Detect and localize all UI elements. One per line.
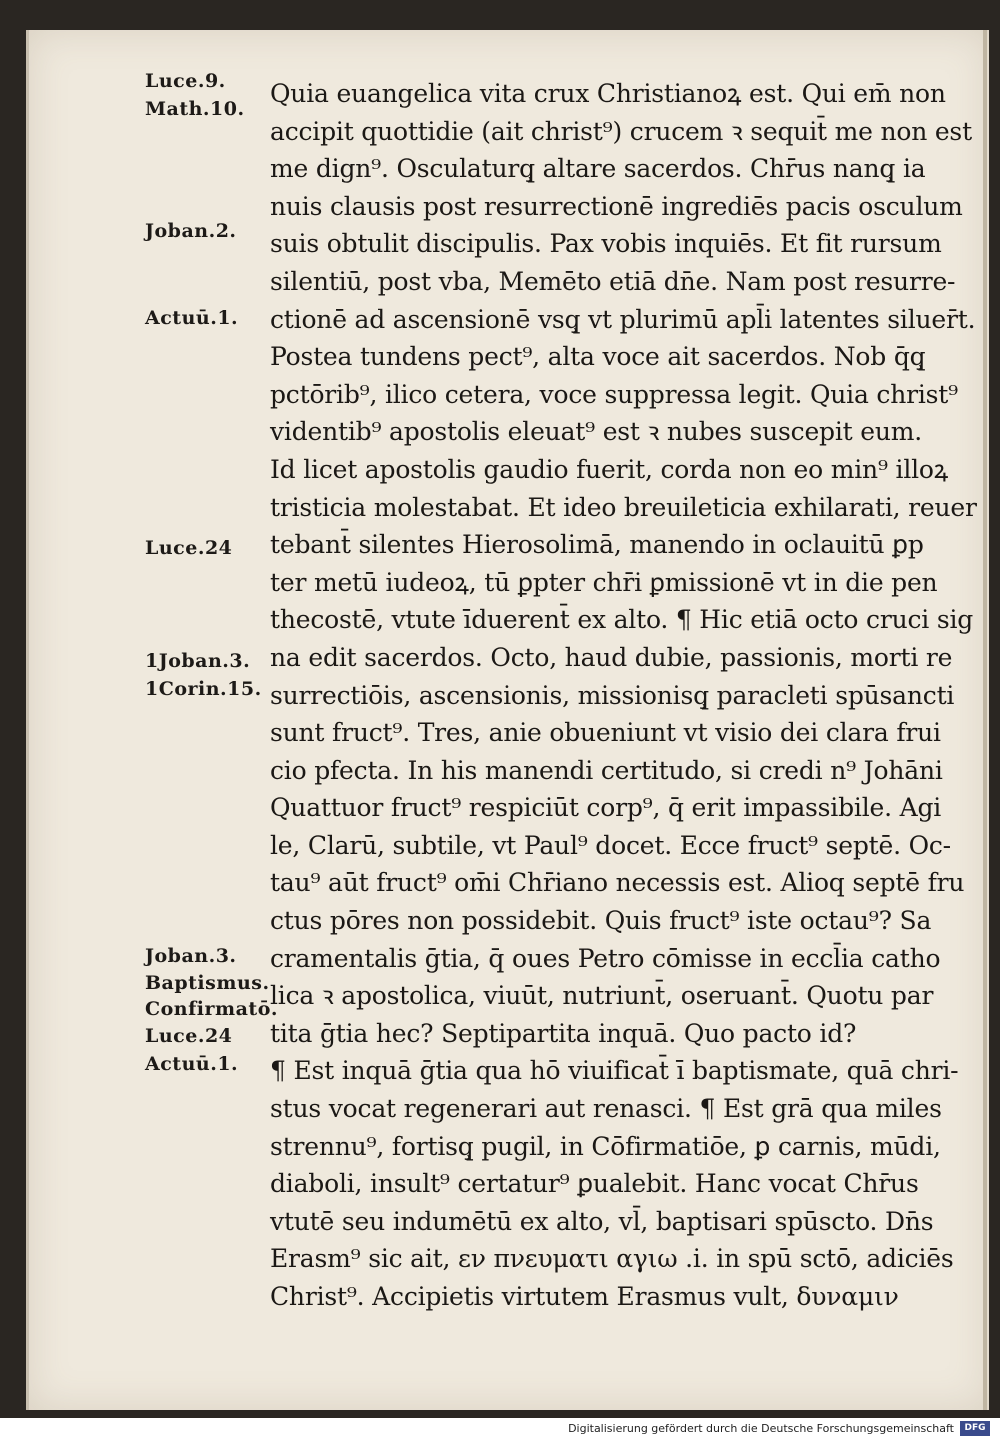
margin-note: Luce.24	[145, 1025, 233, 1047]
text-line: Quia euangelica vita crux Christianoꝝ est. Qui em̄ non	[270, 79, 946, 108]
margin-note: Baptismus.	[145, 972, 270, 994]
text-line: Id licet apostolis gaudio fuerit, corda non eo min⁹ illoꝝ	[270, 454, 949, 484]
margin-note: 1Joban.3.	[145, 650, 251, 672]
text-line: Christ⁹. Accipietis virtutem Erasmus vult, δυναμιν	[270, 1282, 899, 1311]
text-line: vtutē seu indumētū ex alto, vl̄, baptisari spūscto. Dn̄s	[270, 1206, 934, 1236]
body-text	[270, 75, 977, 1316]
text-line: cio pfecta. In his manendi certitudo, si credi n⁹ Johāni	[270, 755, 943, 785]
text-line: ctus pōres non possidebit. Quis fruct⁹ iste octau⁹? Sa	[270, 906, 932, 936]
margin-note: Confirmatō.	[145, 998, 278, 1020]
text-line: silentiū, post vba, Memēto etiā dn̄e. Nam post resurre-	[270, 266, 956, 296]
margin-note: Luce.9.	[145, 70, 226, 92]
text-line: tau⁹ aūt fruct⁹ om̄i Chr̄iano necessis est. Alioq septē fru	[270, 868, 965, 898]
margin-note: Joban.2.	[145, 220, 237, 242]
text-line: accipit quottidie (ait christ⁹) crucem ꝛ sequit̄ me non est	[270, 116, 972, 146]
text-line: tebant̄ silentes Hierosolimā, manendo in oclauitū ꝑp	[270, 530, 924, 560]
dfg-logo: DFG	[960, 1421, 990, 1436]
text-line: me dign⁹. Osculaturq̧ altare sacerdos. Chr̄us nanq̧ ia	[270, 154, 926, 184]
margin-note: Actuū.1.	[145, 307, 239, 329]
text-line: diaboli, insult⁹ certatur⁹ ꝑualebit. Hanc vocat Chr̄us	[270, 1169, 919, 1199]
text-line: stus vocat regenerari aut renasci. ¶ Est grā qua miles	[270, 1094, 942, 1124]
text-line: ter metū iudeoꝝ, tū ꝑpter chr̄i ꝑmissionē vt in die pen	[270, 567, 938, 597]
text-line: pctōrib⁹, ilico cetera, voce suppressa legit. Quia christ⁹	[270, 379, 958, 409]
text-line: na edit sacerdos. Octo, haud dubie, passionis, morti re	[270, 642, 953, 672]
text-line: Quattuor fruct⁹ respiciūt corp⁹, q̄ erit impassibile. Agi	[270, 793, 942, 823]
text-line: ctionē ad ascensionē vsq̧ vt plurimū apl̄i latentes siluer̄t.	[270, 304, 976, 334]
page-edge	[983, 30, 987, 1410]
text-line: surrectiōis, ascensionis, missionisq̧ paracleti spūsancti	[270, 680, 955, 710]
text-line: strennu⁹, fortisq̧ pugil, in Cōfirmatiōe, ꝑ carnis, mūdi,	[270, 1131, 941, 1161]
margin-note: Joban.3.	[145, 945, 237, 967]
funding-credit: Digitalisierung gefördert durch die Deutsche Forschungsgemeinschaft	[568, 1422, 954, 1435]
text-line: cramentalis ḡtia, q̄ oues Petro cōmisse in eccl̄ia catho	[270, 943, 941, 973]
margin-note: Luce.24	[145, 537, 233, 559]
text-line: Erasm⁹ sic ait, εν πνευματι αγιω .i. in spū sctō, adiciēs	[270, 1244, 954, 1274]
text-line: nuis clausis post resurrectionē ingrediēs pacis osculum	[270, 191, 963, 221]
text-line: lica ꝛ apostolica, viuūt, nutriunt̄, oseruant̄. Quotu par	[270, 981, 934, 1011]
text-line: ¶ Est inquā ḡtia qua hō viuificat̄ ī baptismate, quā chri-	[270, 1056, 959, 1086]
text-line: suis obtulit discipulis. Pax vobis inquiēs. Et fit rursum	[270, 229, 942, 259]
text-line: Postea tundens pect⁹, alta voce ait sacerdos. Nob q̄q̧	[270, 342, 926, 372]
text-line: videntib⁹ apostolis eleuat⁹ est ꝛ nubes suscepit eum.	[270, 417, 922, 447]
margin-note: 1Corin.15.	[145, 678, 262, 700]
margin-note: Actuū.1.	[145, 1053, 239, 1075]
footer-bar	[0, 1418, 1000, 1441]
text-line: tita ḡtia hec? Septipartita inquā. Quo pacto id?	[270, 1018, 857, 1048]
margin-note: Math.10.	[145, 98, 245, 120]
text-line: sunt fruct⁹. Tres, anie obueniunt vt visio dei clara frui	[270, 718, 941, 748]
text-line: le, Clarū, subtile, vt Paul⁹ docet. Ecce fruct⁹ septē. Oc-	[270, 830, 951, 860]
text-line: tristicia molestabat. Et ideo breuileticia exhilarati, reuer	[270, 492, 977, 522]
text-line: thecostē, vtute īduerent̄ ex alto. ¶ Hic etiā octo cruci sig	[270, 605, 974, 635]
